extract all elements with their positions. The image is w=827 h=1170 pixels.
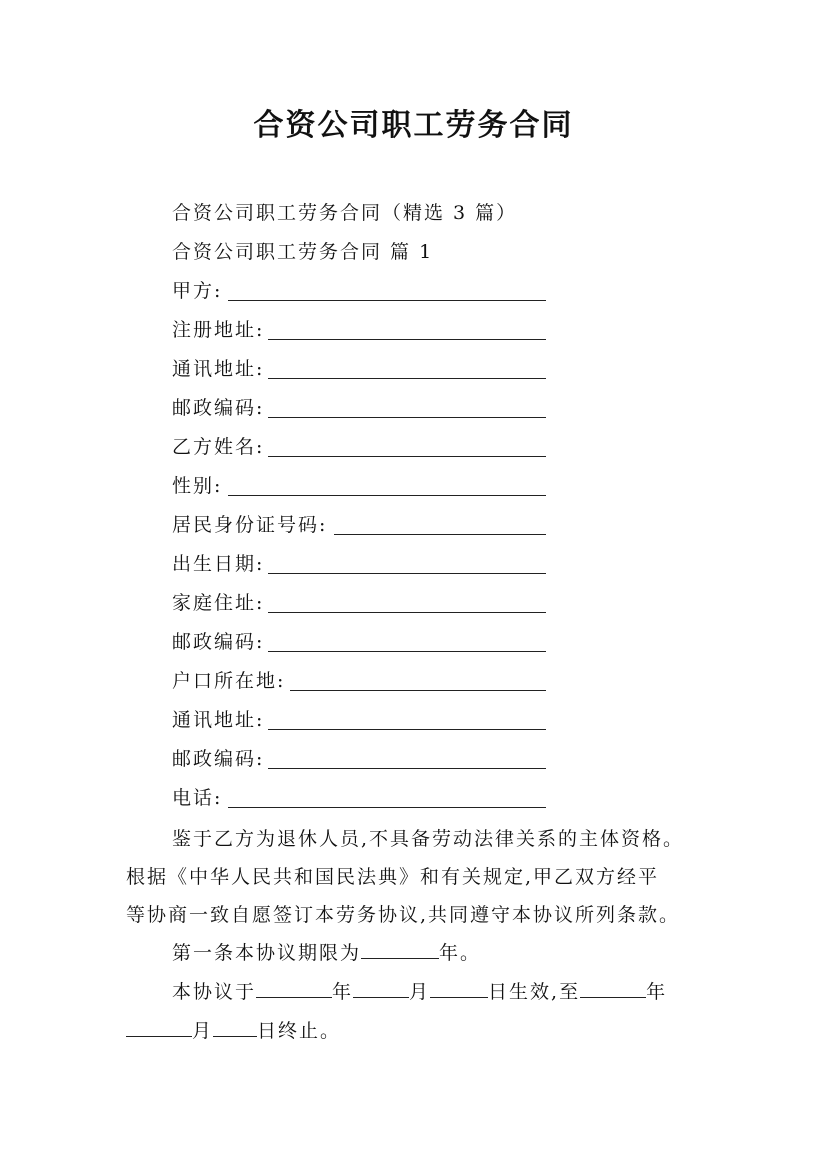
clause-1-suffix: 年。 [439, 942, 482, 964]
year2-label: 年 [646, 981, 668, 1003]
form-field-row [172, 549, 264, 577]
field-label: 邮政编码: [172, 748, 265, 770]
form-field-row [172, 276, 222, 304]
clause-2-part1: 本协议于 [172, 981, 257, 1003]
field-blank[interactable] [268, 393, 546, 418]
field-label: 家庭住址: [172, 592, 265, 614]
field-blank[interactable] [268, 432, 546, 457]
field-blank[interactable] [228, 471, 546, 496]
blank-start-day[interactable] [430, 977, 488, 998]
field-label: 居民身份证号码: [172, 514, 328, 536]
document-title: 合资公司职工劳务合同 [253, 108, 574, 143]
field-blank[interactable] [334, 510, 546, 535]
blank-term-years[interactable] [361, 938, 439, 959]
blank-end-day[interactable] [213, 1016, 257, 1037]
form-field-row [172, 744, 264, 772]
form-field-row [172, 588, 264, 616]
field-label: 邮政编码: [172, 397, 265, 419]
form-field-row [172, 705, 264, 733]
field-blank[interactable] [268, 705, 546, 730]
field-blank[interactable] [268, 627, 546, 652]
blank-end-month[interactable] [126, 1016, 192, 1037]
month-label: 月 [409, 981, 431, 1003]
field-blank[interactable] [268, 354, 546, 379]
form-field-row [172, 510, 327, 538]
document-subtitle: 合资公司职工劳务合同（精选 3 篇） [172, 202, 518, 224]
blank-end-year[interactable] [580, 977, 646, 998]
field-blank[interactable] [228, 783, 546, 808]
paragraph-line: 鉴于乙方为退休人员,不具备劳动法律关系的主体资格。 [172, 828, 685, 850]
form-field-row [172, 354, 264, 382]
clause-1-prefix: 第一条本协议期限为 [172, 942, 362, 964]
field-label: 性别: [172, 475, 223, 497]
form-field-row [172, 471, 222, 499]
field-blank[interactable] [268, 588, 546, 613]
month2-label: 月 [192, 1020, 214, 1042]
field-label: 注册地址: [172, 319, 265, 341]
field-blank[interactable] [290, 666, 546, 691]
field-label: 电话: [172, 787, 223, 809]
clause-2-cont [126, 1016, 341, 1043]
blank-start-month[interactable] [353, 977, 409, 998]
blank-start-year[interactable] [256, 977, 332, 998]
field-label: 通讯地址: [172, 709, 265, 731]
form-field-row [172, 393, 264, 421]
form-field-row [172, 783, 222, 811]
form-field-row [172, 315, 264, 343]
paragraph-line: 等协商一致自愿签订本劳务协议,共同遵守本协议所列条款。 [126, 904, 681, 926]
field-blank[interactable] [228, 276, 546, 301]
field-label: 甲方: [172, 280, 223, 302]
field-label: 邮政编码: [172, 631, 265, 653]
field-blank[interactable] [268, 315, 546, 340]
paragraph-line: 根据《中华人民共和国民法典》和有关规定,甲乙双方经平 [126, 866, 660, 888]
field-blank[interactable] [268, 549, 546, 574]
field-blank[interactable] [268, 744, 546, 769]
clause-1 [172, 938, 481, 965]
field-label: 乙方姓名: [172, 436, 265, 458]
end-label: 日终止。 [257, 1020, 342, 1042]
field-label: 通讯地址: [172, 358, 265, 380]
clause-2 [172, 977, 667, 1004]
field-label: 户口所在地: [172, 670, 286, 692]
form-field-row [172, 627, 264, 655]
field-label: 出生日期: [172, 553, 265, 575]
form-field-row [172, 432, 264, 460]
year-label: 年 [332, 981, 354, 1003]
effective-label: 日生效,至 [488, 981, 581, 1003]
section-heading: 合资公司职工劳务合同 篇 1 [172, 241, 434, 263]
form-field-row [172, 666, 285, 694]
